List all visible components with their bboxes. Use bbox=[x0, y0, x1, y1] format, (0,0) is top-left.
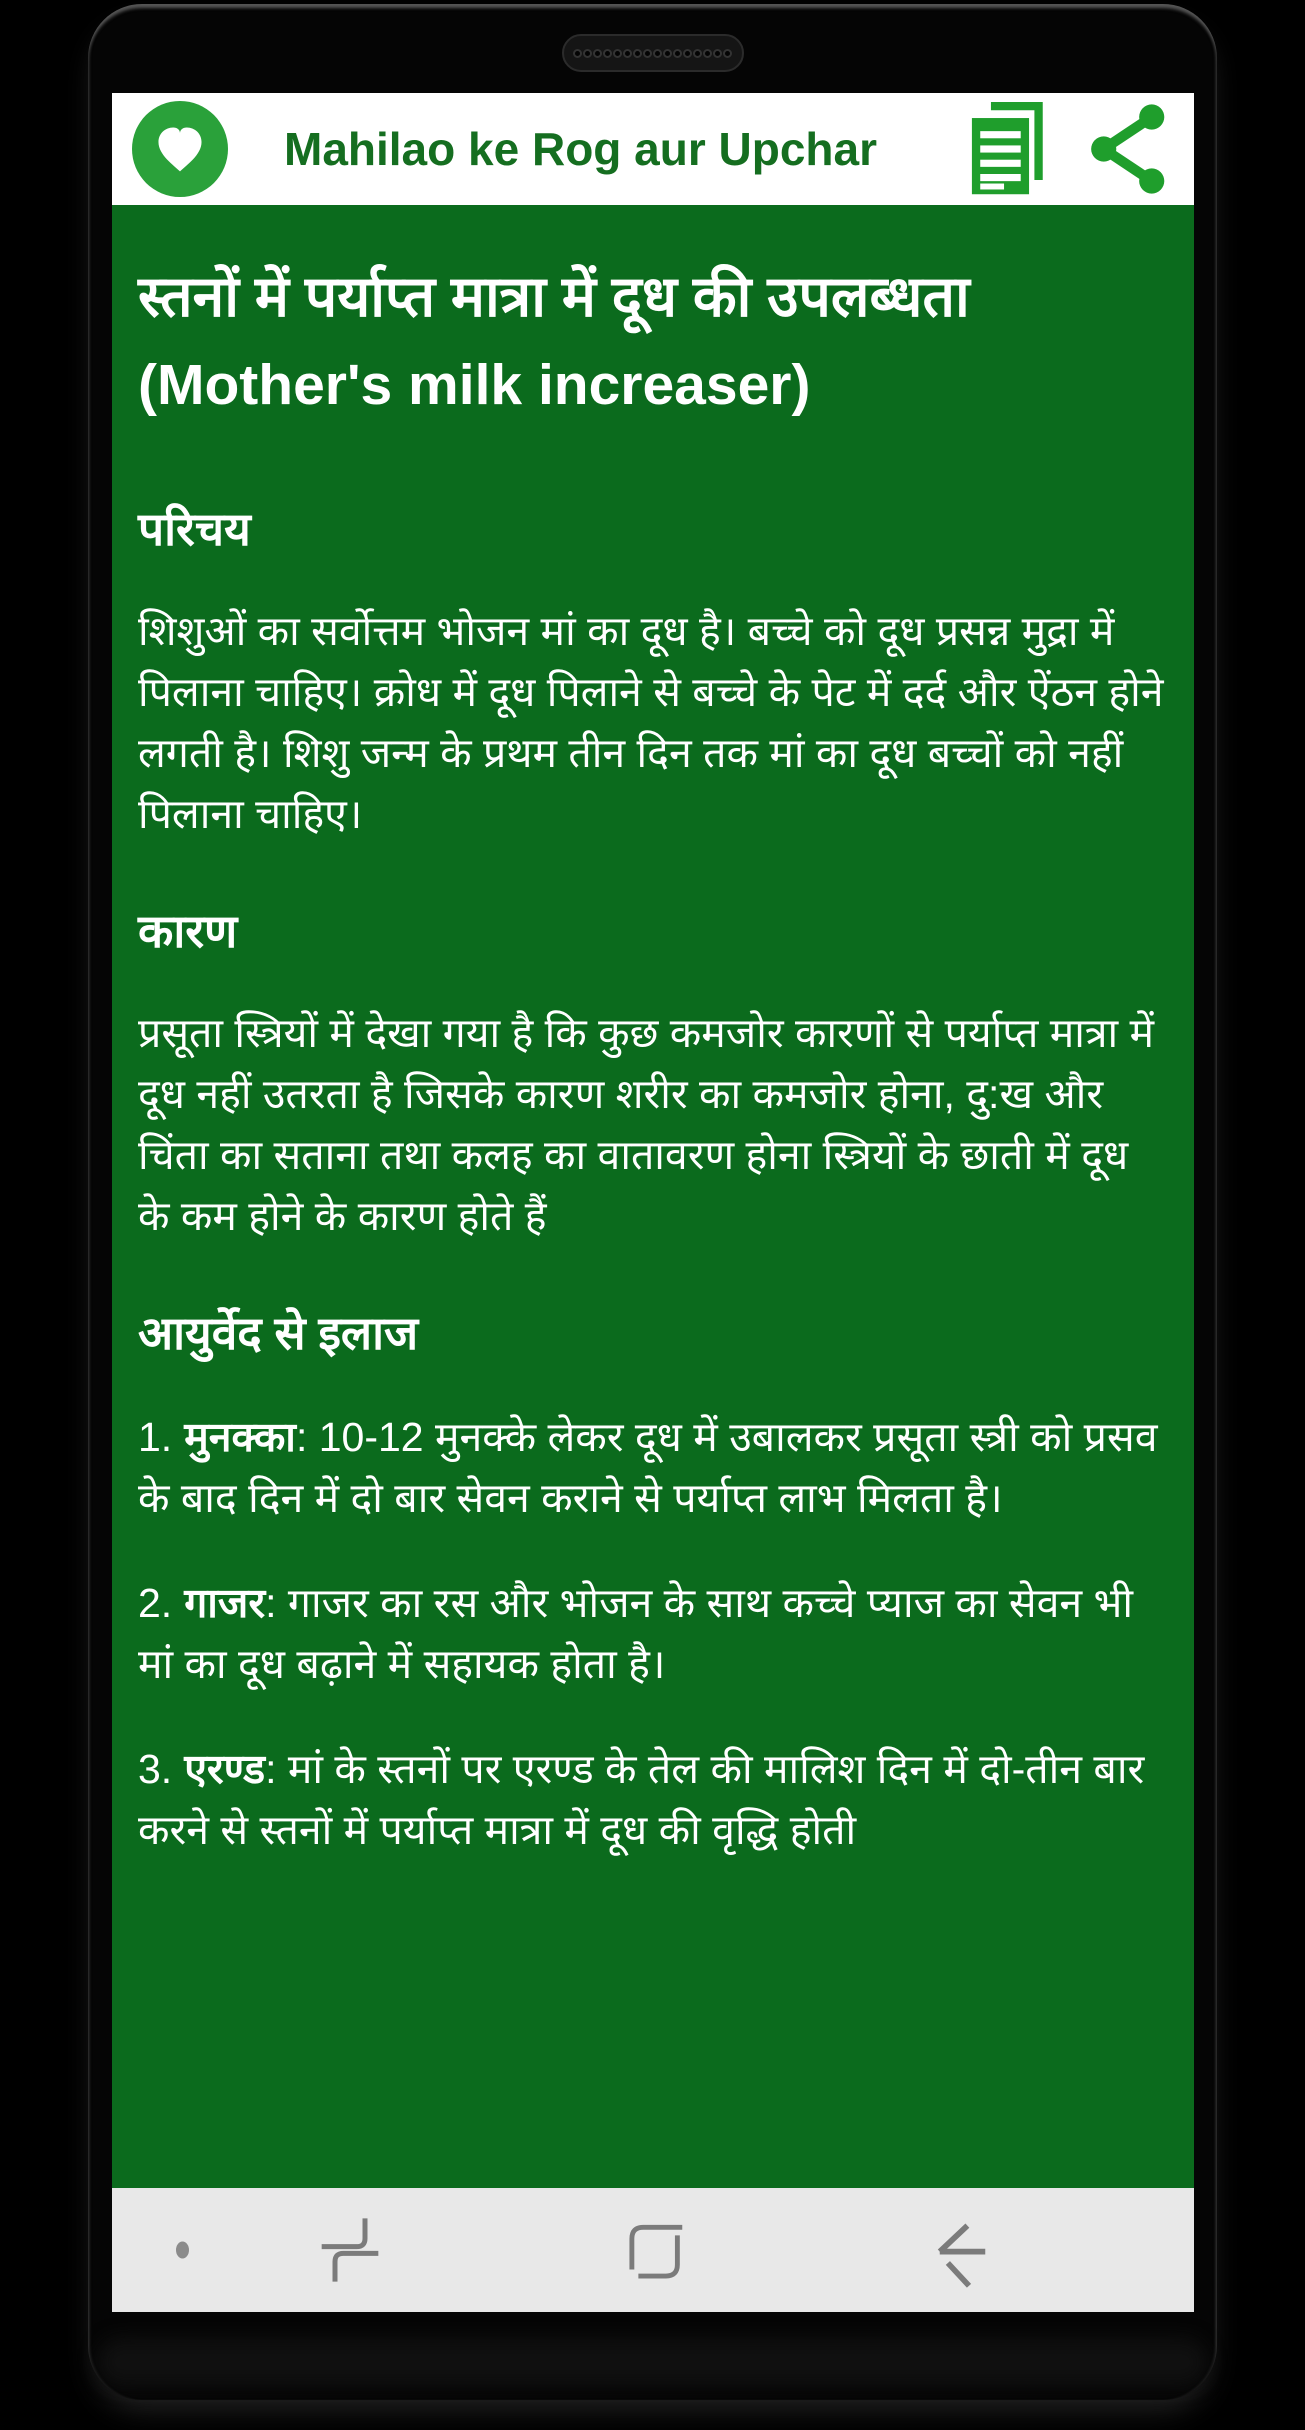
remedy-item-3 bbox=[138, 1739, 1168, 1861]
remedy-name: एरण्ड bbox=[184, 1746, 266, 1792]
heart-icon bbox=[132, 101, 228, 197]
articles-icon[interactable] bbox=[964, 99, 1056, 199]
navigation-bar bbox=[112, 2188, 1194, 2312]
section-heading-ayurved-ilaj: आयुर्वेद से इलाज bbox=[138, 1307, 419, 1359]
article-content[interactable] bbox=[112, 205, 1194, 2188]
remedy-text: : 10-12 मुनक्के लेकर दूध में उबालकर प्रसूता स्त्री को प्रसव के बाद दिन में दो बार सेवन कराने से पर्याप्त लाभ मिलता है। bbox=[138, 1414, 1158, 1521]
remedy-name: गाजर bbox=[184, 1580, 266, 1626]
screen bbox=[112, 93, 1194, 2312]
share-icon[interactable] bbox=[1086, 101, 1174, 197]
heart-glyph bbox=[149, 118, 211, 180]
section-paragraph-karan: प्रसूता स्त्रियों में देखा गया है कि कुछ कमजोर कारणों से पर्याप्त मात्रा में दूध नहीं उतरता है जिसके कारण शरीर का कमजोर होना, दु:ख और चिंता का सताना तथा कलह का वातावरण होना स्त्रियों के छाती में दूध के कम होने के कारण होते हैं bbox=[138, 1010, 1155, 1239]
back-arrow-icon bbox=[917, 2209, 995, 2291]
remedy-number: 2. bbox=[138, 1580, 173, 1626]
section-heading-karan: कारण bbox=[138, 905, 238, 957]
remedy-item-1 bbox=[138, 1407, 1168, 1529]
section-heading-parichay: परिचय bbox=[138, 503, 251, 555]
remedy-text: : गाजर का रस और भोजन के साथ कच्चे प्याज का सेवन भी मां का दूध बढ़ाने में सहायक होता है। bbox=[138, 1580, 1133, 1687]
back-button[interactable] bbox=[911, 2205, 1001, 2295]
app-bar bbox=[112, 93, 1194, 205]
remedy-name: मुनक्का bbox=[184, 1414, 296, 1460]
nav-hide-dot-icon bbox=[176, 2242, 189, 2259]
phone-frame bbox=[88, 4, 1217, 2400]
home-button[interactable] bbox=[608, 2205, 698, 2295]
article-title: स्तनों में पर्याप्त मात्रा में दूध की उपलब्धता (Mother's milk increaser) bbox=[138, 265, 970, 417]
remedy-number: 1. bbox=[138, 1414, 173, 1460]
remedy-number: 3. bbox=[138, 1746, 173, 1792]
section-paragraph-parichay: शिशुओं का सर्वोत्तम भोजन मां का दूध है। बच्चे को दूध प्रसन्न मुद्रा में पिलाना चाहिए। क्रोध में दूध पिलाने से बच्चे के पेट में दर्द और ऐंठन होने लगती है। शिशु जन्म के प्रथम तीन दिन तक मां का दूध बच्चों को नहीं पिलाना चाहिए। bbox=[138, 608, 1164, 837]
app-title: Mahilao ke Rog aur Upchar bbox=[284, 123, 878, 175]
recents-icon bbox=[310, 2210, 390, 2290]
home-icon bbox=[614, 2211, 692, 2289]
remedy-text: : मां के स्तनों पर एरण्ड के तेल की मालिश दिन में दो-तीन बार करने से स्तनों में पर्याप्त मात्रा में दूध की वृद्धि होती bbox=[138, 1746, 1145, 1853]
speaker-grille-icon bbox=[562, 34, 744, 72]
remedy-item-2 bbox=[138, 1573, 1168, 1695]
recents-button[interactable] bbox=[305, 2205, 395, 2295]
